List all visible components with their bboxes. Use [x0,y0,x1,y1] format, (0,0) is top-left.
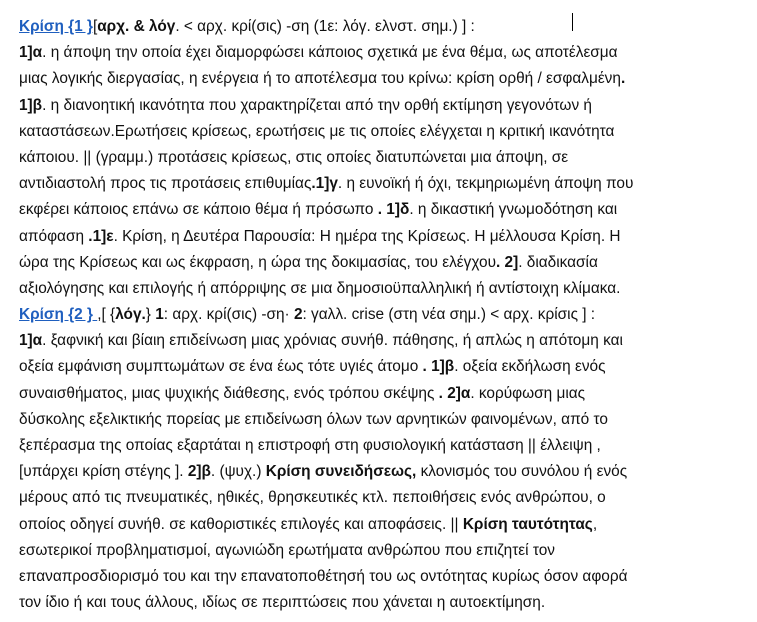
text-run: απόφαση [19,227,89,245]
text-run: επαναπροσδιορισμό του και την επανατοποθέτησή του ως οντότητας κυρίως όσον αφορά [19,567,628,585]
text-run: [υπάρχει κρίση στέγης ]. [19,463,188,481]
text-run: . κορύφωση μιας [470,384,586,402]
text-line [19,485,747,511]
text-run: . η άποψη την οποία έχει διαμορφώσει κάποιος σχετικά με ένα θέμα, ως αποτέλεσμα [42,44,618,62]
text-run: . < αρχ. κρί(σις) -ση (1ε: λόγ. ελνστ. σημ.) ] : [175,18,475,35]
bold-text: 1]β [19,96,43,114]
text-line [19,119,747,145]
entry-krisi-2 [19,302,747,616]
bold-text: . 2] [495,253,519,271]
text-line [19,538,747,564]
text-run: . η δικαστική γνωμοδότηση και [409,201,618,219]
text-run: ,[ { [97,306,116,324]
text-line [19,250,747,276]
text-line [19,459,747,485]
dictionary-document [19,14,747,616]
bold-text: . [620,70,626,88]
text-line [19,224,747,250]
text-run: αξιολόγησης και επιλογής ή απόρριψης σε μια δημοσιοϋπαλληλική ή αντίστοιχη κλίμακα. [19,279,621,297]
text-run: αντιδιαστολή προς τις προτάσεις επιθυμίας [19,175,312,193]
text-run: δύσκολης εξελικτικής πορείας με επιδείνωση όλων των αρνητικών φαινομένων, από το [19,410,608,428]
text-line [19,276,747,302]
text-line [19,197,747,223]
text-line [19,40,747,66]
text-line [19,381,747,407]
text-line [19,171,747,197]
text-run: εκφέρει κάποιος επάνω σε κάποιο θέμα ή πρόσωπο [19,201,378,219]
text-line [19,14,747,40]
text-line [19,564,747,590]
text-run: κάποιου. || (γραμμ.) προτάσεις κρίσεως, στις οποίες διατυπώνεται μια άποψη, σε [19,148,569,166]
text-run: εσωτερικοί προβληματισμοί, αγωνιώδη ερωτήματα ανθρώπου που επιζητεί τον [19,541,555,559]
text-run: συναισθήματος, μιας ψυχικής διάθεσης, ενός τρόπου σκέψης [19,384,439,402]
text-run: } [145,306,156,324]
entry-krisi-1 [19,14,747,302]
headword-link[interactable]: Κρίση {2 } [19,306,98,324]
bold-text: . 1]β [422,358,455,376]
bold-text: αρχ. & λόγ [97,18,176,35]
text-run: . ξαφνική και βίαιη επιδείνωση μιας χρόνιας συνήθ. πάθησης, ή απλώς η απότομη και [42,332,623,350]
text-run: . διαδικασία [518,253,598,271]
text-run: ξεπέρασμα της οποίας εξαρτάται η επιστροφή στη φυσιολογική κατάσταση || έλλειψη , [19,437,601,454]
text-line [19,590,747,616]
bold-text: 1]α [19,332,43,350]
text-run: . η ευνοϊκή ή όχι, τεκμηριωμένη άποψη που [337,175,634,193]
text-run: μέρους από τις πνευματικές, ηθικές, θρησκευτικές κτλ. πεποιθήσεις ενός ανθρώπου, ο [19,489,606,507]
text-run: . Κρίση, η Δευτέρα Παρουσία: Η ημέρα της Κρίσεως. Η μέλλουσα Κρίση. Η [113,227,621,245]
text-run: τον ίδιο ή και τους άλλους, ιδίως σε περιπτώσεις που χάνεται η αυτοεκτίμηση. [19,594,546,612]
bold-text: .1]ε [88,227,114,245]
text-line [19,433,747,459]
bold-text: 1]α [19,44,43,62]
text-run: . (ψυχ.) [210,463,266,481]
text-line [19,407,747,433]
bold-text: Κρίση συνειδήσεως, [265,463,417,481]
text-line [19,328,747,354]
bold-text: Κρίση ταυτότητας [462,515,593,533]
text-run: οξεία εμφάνιση συμπτωμάτων σε ένα έως τότε υγιές άτομο [19,358,423,376]
bold-text: . 1]δ [377,201,410,219]
bold-text: 2]β [187,463,211,481]
text-line [19,66,747,92]
text-run: οποίος οδηγεί συνήθ. σε καθοριστικές επιλογές και αποφάσεις. || [19,515,463,533]
text-run: ώρα της Κρίσεως και ως έκφραση, η ώρα της δοκιμασίας, του ελέγχου [19,253,496,271]
text-run: [ [92,18,98,35]
text-run: καταστάσεων.Ερωτήσεις κρίσεως, ερωτήσεις με τις οποίες ελέγχεται η κριτική ικανότητα [19,122,615,140]
text-line [19,354,747,380]
text-run: μιας λογικής διεργασίας, η ενέργεια ή το αποτέλεσμα του κρίνω: κρίση ορθή / εσφαλμένη [19,70,621,88]
bold-text: .1]γ [311,175,338,193]
text-run: κλονισμός του συνόλου ή ενός [416,463,628,481]
text-line [19,302,747,328]
text-line [19,512,747,538]
bold-text: 2 [293,306,303,324]
text-line [19,145,747,171]
text-run: : αρχ. κρί(σις) -ση· [163,306,294,324]
bold-text: λόγ. [115,306,146,324]
text-run: : γαλλ. crise (στη νέα σημ.) < αρχ. κρίσις ] : [302,306,596,324]
text-run: . η διανοητική ικανότητα που χαρακτηρίζεται από την ορθή εκτίμηση γεγονότων ή [42,96,592,114]
bold-text: 1 [155,306,164,324]
bold-text: . 2]α [438,384,471,402]
text-run: . οξεία εκδήλωση ενός [454,358,606,376]
text-line [19,93,747,119]
text-run: , [592,515,598,533]
headword-link[interactable]: Κρίση {1 } [19,18,93,35]
text-cursor [572,13,573,31]
